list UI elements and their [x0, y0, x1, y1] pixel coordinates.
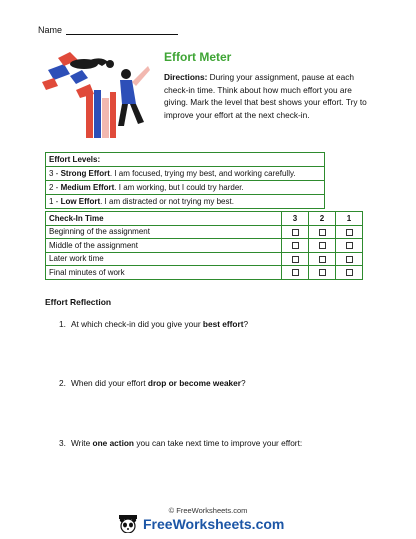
level-number: 1 - — [49, 197, 61, 206]
checkin-label: Middle of the assignment — [46, 239, 282, 253]
name-field[interactable] — [66, 25, 178, 35]
effort-levels-heading: Effort Levels: — [46, 153, 324, 167]
col-3: 3 — [282, 212, 309, 226]
table-row — [46, 266, 363, 280]
level-name: Low Effort — [60, 197, 101, 206]
name-row — [38, 25, 178, 35]
question-text-end: ? — [241, 378, 246, 388]
table-row — [46, 225, 363, 239]
checkbox[interactable] — [346, 269, 353, 276]
question-number: 3. — [59, 438, 66, 448]
effort-level-3 — [46, 167, 324, 181]
directions-text: During your assignment, pause at each check-in time. Think about how much effort you are giving. Mark the level that best shows your effort. Try to improve your effort at the next check-in. — [164, 72, 367, 120]
question-emphasis: one action — [92, 438, 135, 448]
question-text: At which check-in did you give your — [71, 319, 203, 329]
question-text: When did your effort — [71, 378, 148, 388]
question-text-end: ? — [243, 319, 249, 329]
book-stack-icon — [86, 90, 116, 138]
table-row — [46, 239, 363, 253]
table-row — [46, 252, 363, 266]
panda-icon — [117, 515, 139, 533]
question-1 — [59, 319, 248, 329]
question-text: Write — [71, 438, 93, 448]
col-2: 2 — [309, 212, 336, 226]
question-2 — [59, 378, 246, 388]
students-books-illustration — [40, 52, 150, 142]
person-flying-icon — [70, 58, 114, 69]
checkbox[interactable] — [319, 269, 326, 276]
directions-label: Directions: — [164, 72, 208, 82]
col-1: 1 — [336, 212, 363, 226]
checkin-label: Later work time — [46, 252, 282, 266]
question-text-end: you can take next time to improve your effort: — [134, 438, 303, 448]
checkbox[interactable] — [292, 242, 299, 249]
checkbox[interactable] — [346, 229, 353, 236]
level-desc: . I am working, but I could try harder. — [114, 183, 244, 192]
checkin-label: Beginning of the assignment — [46, 225, 282, 239]
checkbox[interactable] — [292, 269, 299, 276]
flying-books-icon — [42, 52, 94, 98]
effort-level-1 — [46, 195, 324, 208]
question-number: 2. — [59, 378, 66, 388]
question-3 — [59, 438, 302, 448]
checkbox[interactable] — [292, 229, 299, 236]
level-name: Medium Effort — [60, 183, 115, 192]
checkin-heading: Check-In Time — [46, 212, 282, 226]
reflection-title: Effort Reflection — [45, 297, 112, 307]
checkbox[interactable] — [319, 229, 326, 236]
effort-level-2 — [46, 181, 324, 195]
question-number: 1. — [59, 319, 66, 329]
checkbox[interactable] — [346, 256, 353, 263]
checkbox[interactable] — [292, 256, 299, 263]
footer-copyright: © FreeWorksheets.com — [168, 506, 248, 515]
level-desc: . I am focused, trying my best, and working carefully. — [109, 169, 296, 178]
checkbox[interactable] — [319, 256, 326, 263]
name-label: Name — [38, 25, 63, 35]
question-emphasis: drop or become weaker — [147, 378, 242, 388]
freeworksheets-logo — [117, 515, 284, 533]
level-name: Strong Effort — [60, 169, 110, 178]
checkin-table — [45, 211, 363, 280]
level-number: 2 - — [49, 183, 61, 192]
checkin-label: Final minutes of work — [46, 266, 282, 280]
effort-levels-box — [45, 152, 325, 209]
checkin-header-row — [46, 212, 363, 226]
directions — [164, 71, 374, 121]
page-title: Effort Meter — [164, 50, 232, 64]
level-number: 3 - — [49, 169, 61, 178]
brand-text: FreeWorksheets.com — [143, 516, 285, 532]
person-sitting-icon — [118, 66, 150, 126]
question-emphasis: best effort — [202, 319, 244, 329]
level-desc: . I am distracted or not trying my best. — [100, 197, 234, 206]
checkbox[interactable] — [346, 242, 353, 249]
checkbox[interactable] — [319, 242, 326, 249]
